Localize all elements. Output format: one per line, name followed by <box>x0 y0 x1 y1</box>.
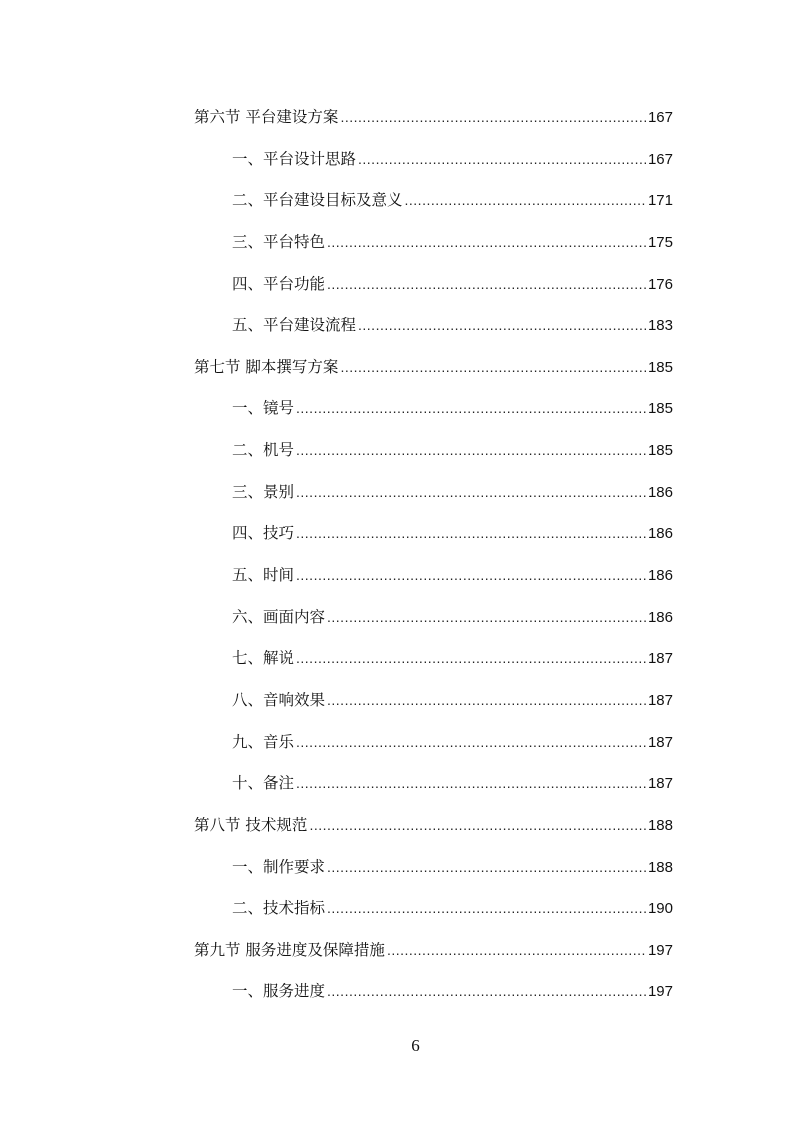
toc-entry-page: 187 <box>647 650 673 668</box>
toc-entry-title: 四、平台功能 <box>232 274 326 293</box>
dot-leader <box>358 317 646 333</box>
toc-entry-title: 三、平台特色 <box>232 232 326 251</box>
toc-entry-title: 第八节 技术规范 <box>194 815 308 834</box>
toc-entry-title: 六、画面内容 <box>232 607 326 626</box>
toc-entry-title: 四、技巧 <box>232 524 295 543</box>
dot-leader <box>327 692 646 708</box>
toc-entry-title: 第七节 脚本撰写方案 <box>194 357 339 376</box>
toc-subsection-entry[interactable] <box>194 480 673 522</box>
dot-leader <box>387 942 646 958</box>
toc-entry-title: 二、技术指标 <box>232 899 326 918</box>
dot-leader <box>296 400 646 416</box>
dot-leader <box>340 359 646 375</box>
toc-subsection-entry[interactable] <box>194 855 673 897</box>
toc-entry-page: 190 <box>647 900 673 918</box>
toc-entry-title: 五、平台建设流程 <box>232 316 357 335</box>
dot-leader <box>327 900 646 916</box>
toc-section-entry[interactable] <box>194 105 673 147</box>
toc-subsection-entry[interactable] <box>194 688 673 730</box>
toc-subsection-entry[interactable] <box>194 730 673 772</box>
toc-entry-title: 二、平台建设目标及意义 <box>232 191 403 210</box>
toc-subsection-entry[interactable] <box>194 188 673 230</box>
toc-entry-page: 183 <box>647 317 673 335</box>
toc-section-entry[interactable] <box>194 813 673 855</box>
toc-entry-title: 八、音响效果 <box>232 690 326 709</box>
dot-leader <box>296 567 646 583</box>
toc-entry-page: 187 <box>647 775 673 793</box>
dot-leader <box>340 109 646 125</box>
dot-leader <box>327 234 646 250</box>
toc-entry-page: 197 <box>647 941 673 959</box>
dot-leader <box>327 276 646 292</box>
toc-entry-title: 一、平台设计思路 <box>232 149 357 168</box>
toc-subsection-entry[interactable] <box>194 396 673 438</box>
toc-subsection-entry[interactable] <box>194 605 673 647</box>
toc-entry-page: 185 <box>647 358 673 376</box>
toc-entry-title: 二、机号 <box>232 441 295 460</box>
toc-entry-title: 第九节 服务进度及保障措施 <box>194 940 385 959</box>
toc-entry-page: 176 <box>647 275 673 293</box>
toc-entry-page: 167 <box>647 150 673 168</box>
dot-leader <box>296 442 646 458</box>
toc-subsection-entry[interactable] <box>194 230 673 272</box>
toc-subsection-entry[interactable] <box>194 438 673 480</box>
dot-leader <box>296 650 646 666</box>
toc-subsection-entry[interactable] <box>194 147 673 189</box>
dot-leader <box>296 484 646 500</box>
toc-entry-page: 187 <box>647 691 673 709</box>
toc-entry-page: 188 <box>647 816 673 834</box>
toc-section-entry[interactable] <box>194 355 673 397</box>
toc-subsection-entry[interactable] <box>194 313 673 355</box>
toc-subsection-entry[interactable] <box>194 896 673 938</box>
dot-leader <box>327 609 646 625</box>
toc-entry-page: 186 <box>647 608 673 626</box>
dot-leader <box>296 775 646 791</box>
toc-entry-page: 188 <box>647 858 673 876</box>
toc-entry-title: 第六节 平台建设方案 <box>194 108 339 126</box>
table-of-contents <box>194 105 673 1021</box>
toc-subsection-entry[interactable] <box>194 272 673 314</box>
toc-entry-title: 三、景别 <box>232 482 295 501</box>
toc-subsection-entry[interactable] <box>194 771 673 813</box>
toc-subsection-entry[interactable] <box>194 979 673 1021</box>
dot-leader <box>327 983 646 999</box>
toc-entry-page: 171 <box>647 192 673 210</box>
toc-entry-title: 九、音乐 <box>232 732 295 751</box>
toc-entry-page: 185 <box>647 442 673 460</box>
toc-entry-title: 一、制作要求 <box>232 857 326 876</box>
toc-entry-page: 187 <box>647 733 673 751</box>
page-number: 6 <box>411 1036 420 1055</box>
toc-entry-page: 186 <box>647 525 673 543</box>
toc-entry-page: 175 <box>647 233 673 251</box>
toc-section-entry[interactable] <box>194 938 673 980</box>
toc-entry-page: 186 <box>647 483 673 501</box>
toc-entry-title: 五、时间 <box>232 566 295 585</box>
toc-entry-page: 186 <box>647 567 673 585</box>
toc-entry-page: 167 <box>647 109 673 126</box>
dot-leader <box>296 525 646 541</box>
toc-entry-page: 197 <box>647 983 673 1001</box>
toc-subsection-entry[interactable] <box>194 563 673 605</box>
dot-leader <box>358 151 646 167</box>
dot-leader <box>296 734 646 750</box>
toc-entry-title: 七、解说 <box>232 649 295 668</box>
toc-entry-title: 一、镜号 <box>232 399 295 418</box>
toc-subsection-entry[interactable] <box>194 521 673 563</box>
toc-subsection-entry[interactable] <box>194 646 673 688</box>
toc-entry-title: 十、备注 <box>232 774 295 793</box>
dot-leader <box>327 859 646 875</box>
toc-entry-title: 一、服务进度 <box>232 982 326 1001</box>
toc-entry-page: 185 <box>647 400 673 418</box>
dot-leader <box>405 192 646 208</box>
dot-leader <box>309 817 646 833</box>
